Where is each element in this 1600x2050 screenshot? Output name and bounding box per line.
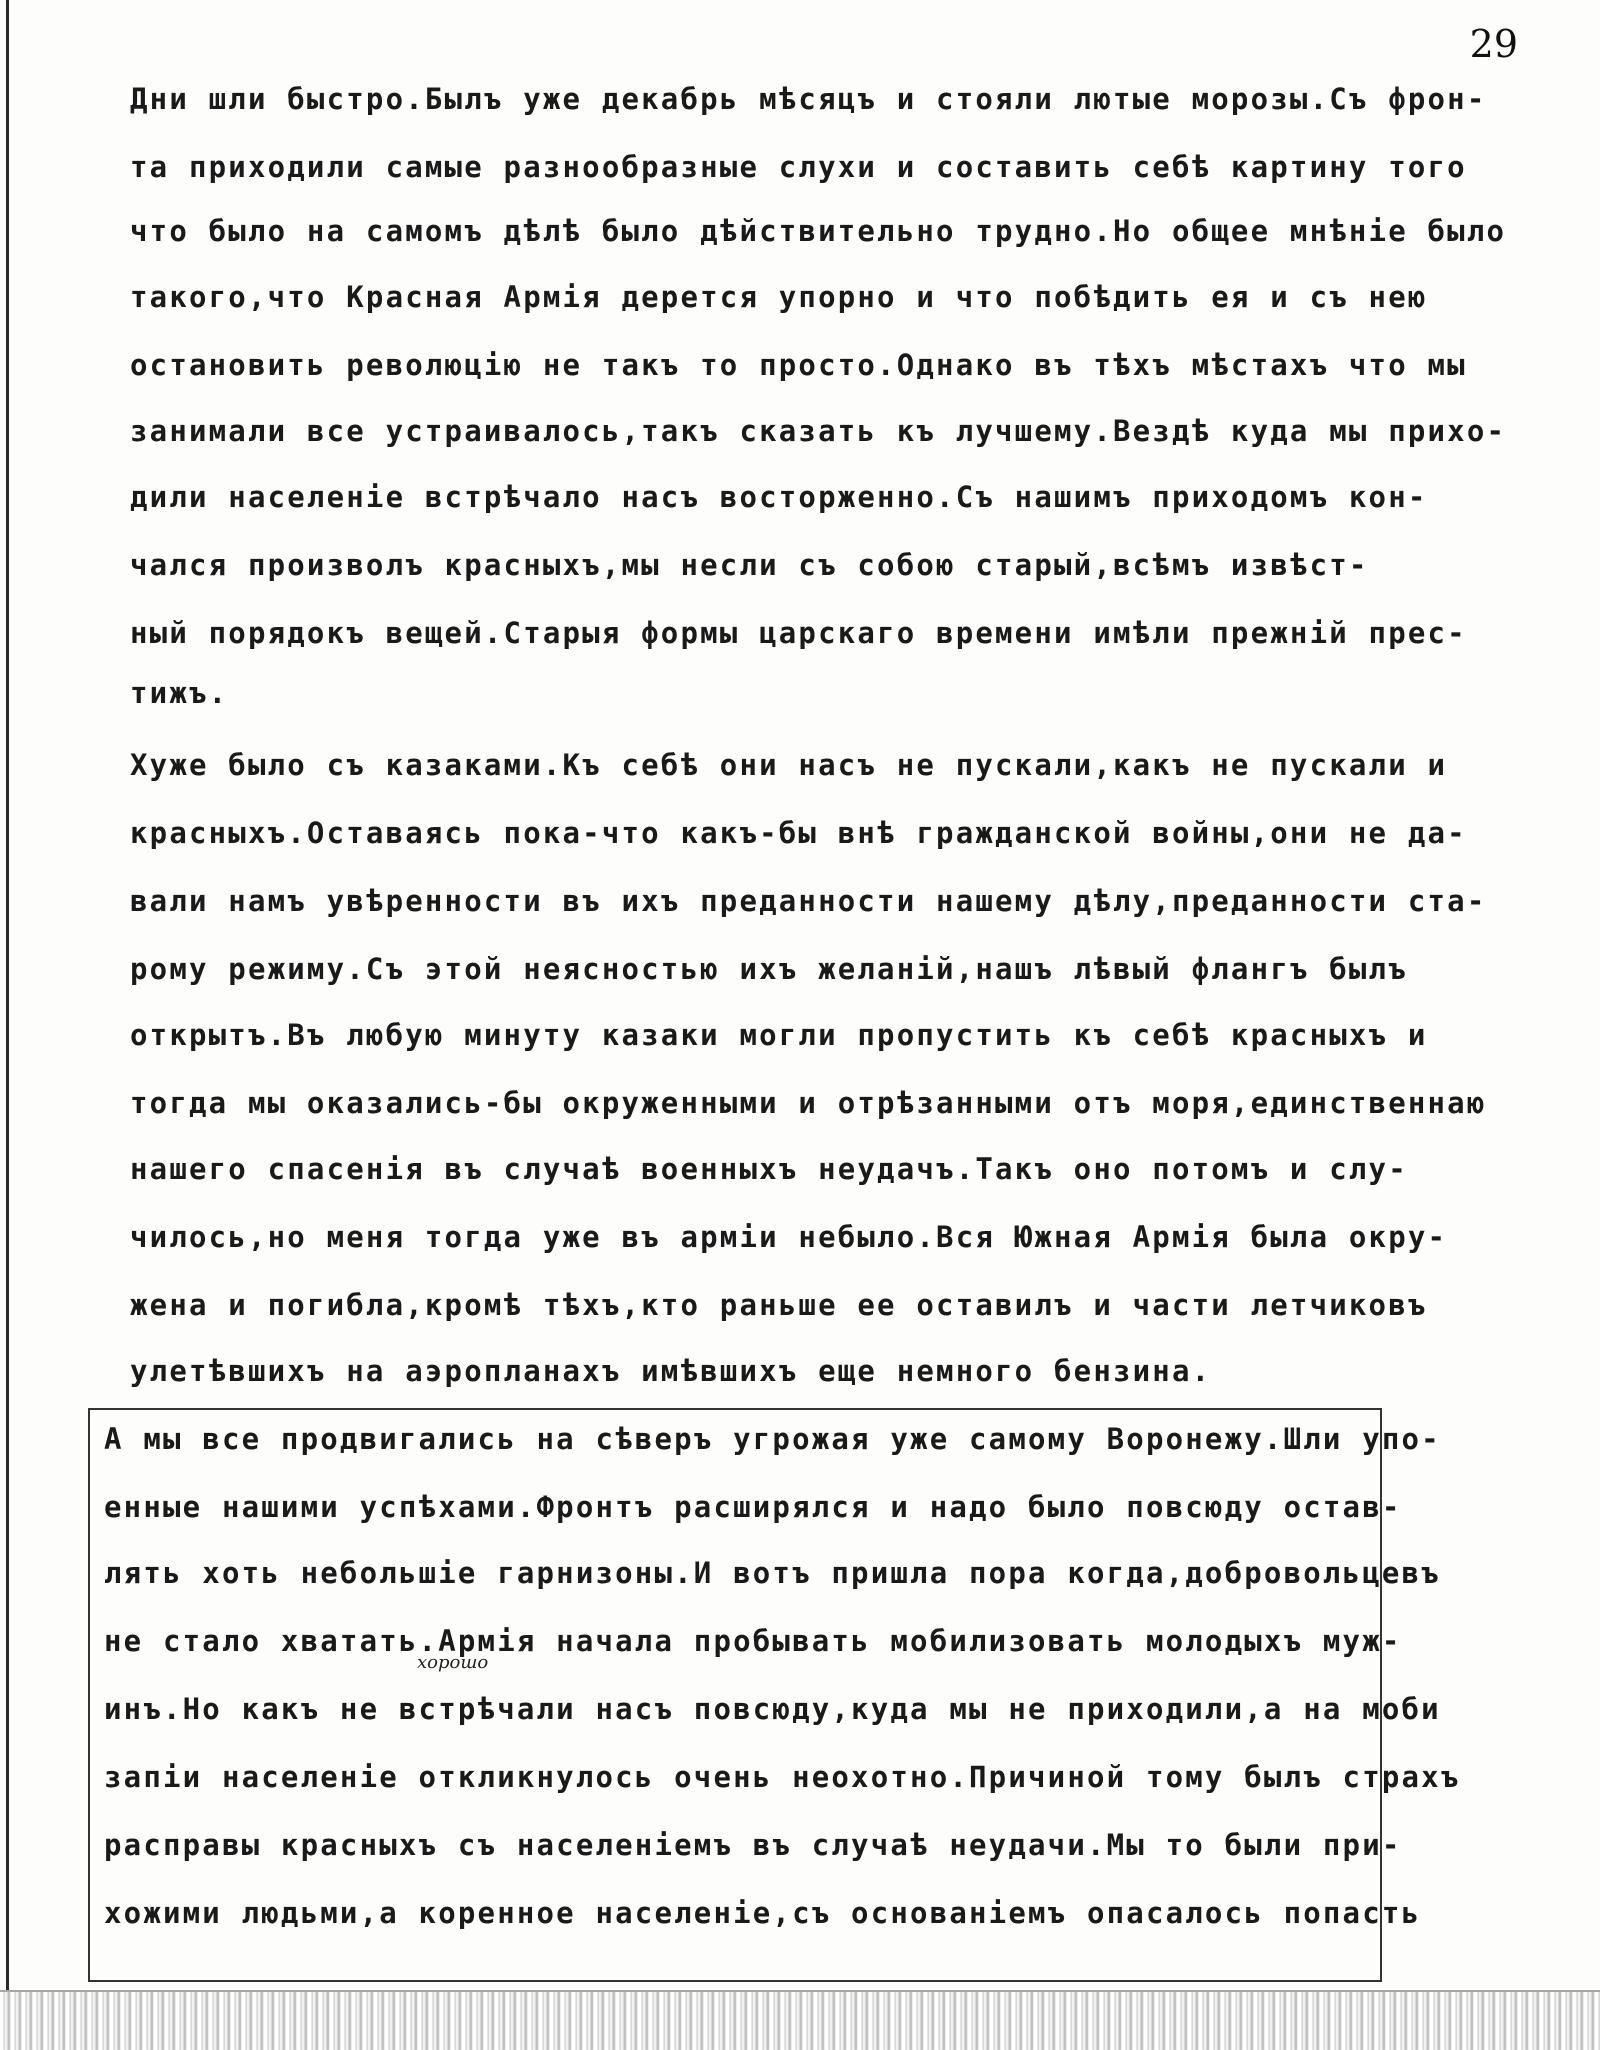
text-line: ный порядокъ вещей.Старыя формы царскаго времени имѣли прежній прес- bbox=[130, 616, 1467, 650]
text-line: рому режиму.Съ этой неясностью ихъ желаній,нашъ лѣвый флангъ былъ bbox=[130, 952, 1408, 986]
text-line: чилось,но меня тогда уже въ арміи небыло.Вся Южная Армія была окру- bbox=[130, 1220, 1448, 1254]
text-line: такого,что Красная Армія дерется упорно и что побѣдить ея и съ нею bbox=[130, 280, 1428, 314]
text-line: улетѣвшихъ на аэропланахъ имѣвшихъ еще немного бензина. bbox=[130, 1354, 1212, 1388]
text-line: чался произволъ красныхъ,мы несли съ собою старый,всѣмъ извѣст- bbox=[130, 548, 1369, 582]
text-line: занимали все устраивалось,такъ сказать къ лучшему.Вездѣ куда мы прихо- bbox=[130, 414, 1507, 448]
text-line: А мы все продвигались на сѣверъ угрожая уже самому Воронежу.Шли упо- bbox=[104, 1422, 1441, 1456]
text-line: енные нашими успѣхами.Фронтъ расширялся и надо было повсюду остав- bbox=[104, 1490, 1402, 1524]
text-line: Дни шли быстро.Былъ уже декабрь мѣсяцъ и стояли лютые морозы.Съ фрон- bbox=[130, 82, 1487, 116]
text-line: не стало хватать.Армія начала пробывать мобилизовать молодыхъ муж- bbox=[104, 1624, 1402, 1658]
text-line: остановить революцію не такъ то просто.Однако въ тѣхъ мѣстахъ что мы bbox=[130, 348, 1467, 382]
handwritten-insert: хорошо bbox=[417, 1652, 489, 1673]
text-line: расправы красныхъ съ населеніемъ въ случаѣ неудачи.Мы то были при- bbox=[104, 1828, 1402, 1862]
text-line: лять хоть небольшіе гарнизоны.И вотъ пришла пора когда,добровольцевъ bbox=[104, 1556, 1441, 1590]
text-line: открытъ.Въ любую минуту казаки могли пропустить къ себѣ красныхъ и bbox=[130, 1018, 1428, 1052]
page-left-edge bbox=[6, 0, 9, 1990]
scanned-bottom-edge bbox=[0, 1990, 1600, 2050]
text-line: запіи населеніе откликнулось очень неохотно.Причиной тому былъ страхъ bbox=[104, 1760, 1461, 1794]
text-line: инъ.Но какъ не встрѣчали насъ повсюду,куда мы не приходили,а на моби bbox=[104, 1692, 1441, 1726]
text-line: тижъ. bbox=[130, 676, 229, 710]
text-line: та приходили самые разнообразные слухи и составить себѣ картину того bbox=[130, 150, 1467, 184]
page-number: 29 bbox=[1469, 22, 1518, 66]
text-line: жена и погибла,кромѣ тѣхъ,кто раньше ее оставилъ и части летчиковъ bbox=[130, 1288, 1428, 1322]
text-line: хожими людьми,а коренное населеніе,съ основаніемъ опасалось попасть bbox=[104, 1896, 1422, 1930]
text-line: что было на самомъ дѣлѣ было дѣйствительно трудно.Но общее мнѣніе было bbox=[130, 214, 1507, 248]
text-line: вали намъ увѣренности въ ихъ преданности нашему дѣлу,преданности ста- bbox=[130, 884, 1487, 918]
text-line: Хуже было съ казаками.Къ себѣ они насъ не пускали,какъ не пускали и bbox=[130, 748, 1448, 782]
text-line: дили населеніе встрѣчало насъ восторженно.Съ нашимъ приходомъ кон- bbox=[130, 480, 1428, 514]
text-line: нашего спасенія въ случаѣ военныхъ неудачъ.Такъ оно потомъ и слу- bbox=[130, 1152, 1408, 1186]
text-line: тогда мы оказались-бы окруженными и отрѣзанными отъ моря,единственнаю bbox=[130, 1086, 1487, 1120]
text-line: красныхъ.Оставаясь пока-что какъ-бы внѣ гражданской войны,они не да- bbox=[130, 816, 1467, 850]
